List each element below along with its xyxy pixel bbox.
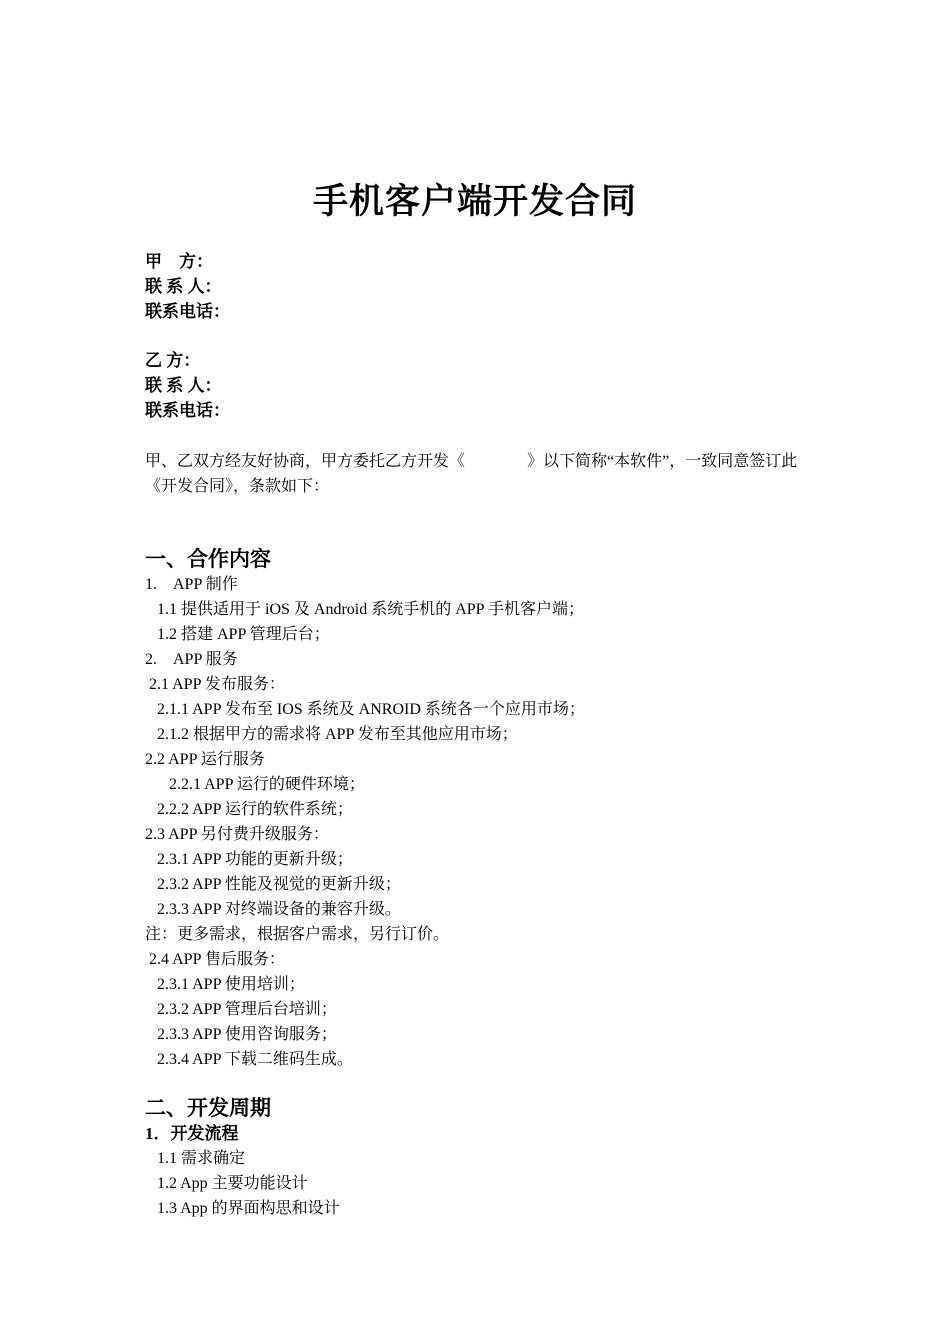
party-b-contact-label: 联 系 人： — [145, 376, 222, 395]
intro-part-1: 甲、乙双方经友好协商，甲方委托乙方开发《 — [145, 453, 466, 470]
intro-part-2: 》以下简称“本软件”，一致同意签订此《开发合同》，条款如下： — [145, 453, 798, 495]
note-text: 注：更多需求，根据客户需求，另行订价。 — [145, 926, 450, 943]
list-item: 2.3.3 APP 使用咨询服务； — [145, 1026, 337, 1043]
party-a-phone-label: 联系电话： — [145, 302, 230, 321]
list-item: 2.2 APP 运行服务 — [145, 751, 265, 768]
list-item: 1. APP 制作 — [145, 576, 238, 593]
list-item: 2.3 APP 另付费升级服务： — [145, 826, 329, 843]
document-title: 手机客户端开发合同 — [312, 182, 637, 221]
party-b-phone-label: 联系电话： — [145, 401, 230, 420]
section-2-heading: 二、开发周期 — [145, 1096, 271, 1120]
list-item: 1.2 搭建 APP 管理后台； — [145, 626, 330, 643]
list-item: 2.3.1 APP 功能的更新升级； — [145, 851, 353, 868]
section-2-subheading: 1．开发流程 — [145, 1124, 239, 1143]
list-item: 2.1 APP 发布服务： — [145, 676, 285, 693]
list-item: 2.1.2 根据甲方的需求将 APP 发布至其他应用市场； — [145, 726, 518, 743]
list-item: 1.1 提供适用于 iOS 及 Android 系统手机的 APP 手机客户端； — [145, 601, 584, 618]
party-a-contact-label: 联 系 人： — [145, 277, 222, 296]
list-item: 2.3.1 APP 使用培训； — [145, 976, 305, 993]
section-1-heading: 一、合作内容 — [145, 547, 271, 571]
list-item: 2.2.1 APP 运行的硬件环境； — [145, 776, 365, 793]
party-a-label: 甲 方： — [145, 252, 213, 271]
list-item: 2.2.2 APP 运行的软件系统； — [145, 801, 353, 818]
list-item: 2.4 APP 售后服务： — [145, 951, 285, 968]
list-item: 1.1 需求确定 — [145, 1150, 246, 1167]
list-item: 2. APP 服务 — [145, 651, 238, 668]
list-item: 2.3.2 APP 性能及视觉的更新升级； — [145, 876, 401, 893]
intro-paragraph — [145, 449, 815, 499]
list-item: 1.2 App 主要功能设计 — [145, 1175, 308, 1192]
list-item: 2.3.3 APP 对终端设备的兼容升级。 — [145, 901, 401, 918]
list-item: 2.3.2 APP 管理后台培训； — [145, 1001, 337, 1018]
list-item: 2.3.4 APP 下载二维码生成。 — [145, 1051, 353, 1068]
party-b-label: 乙 方： — [145, 351, 201, 370]
list-item: 2.1.1 APP 发布至 IOS 系统及 ANROID 系统各一个应用市场； — [145, 701, 585, 718]
list-item: 1.3 App 的界面构思和设计 — [145, 1200, 340, 1217]
